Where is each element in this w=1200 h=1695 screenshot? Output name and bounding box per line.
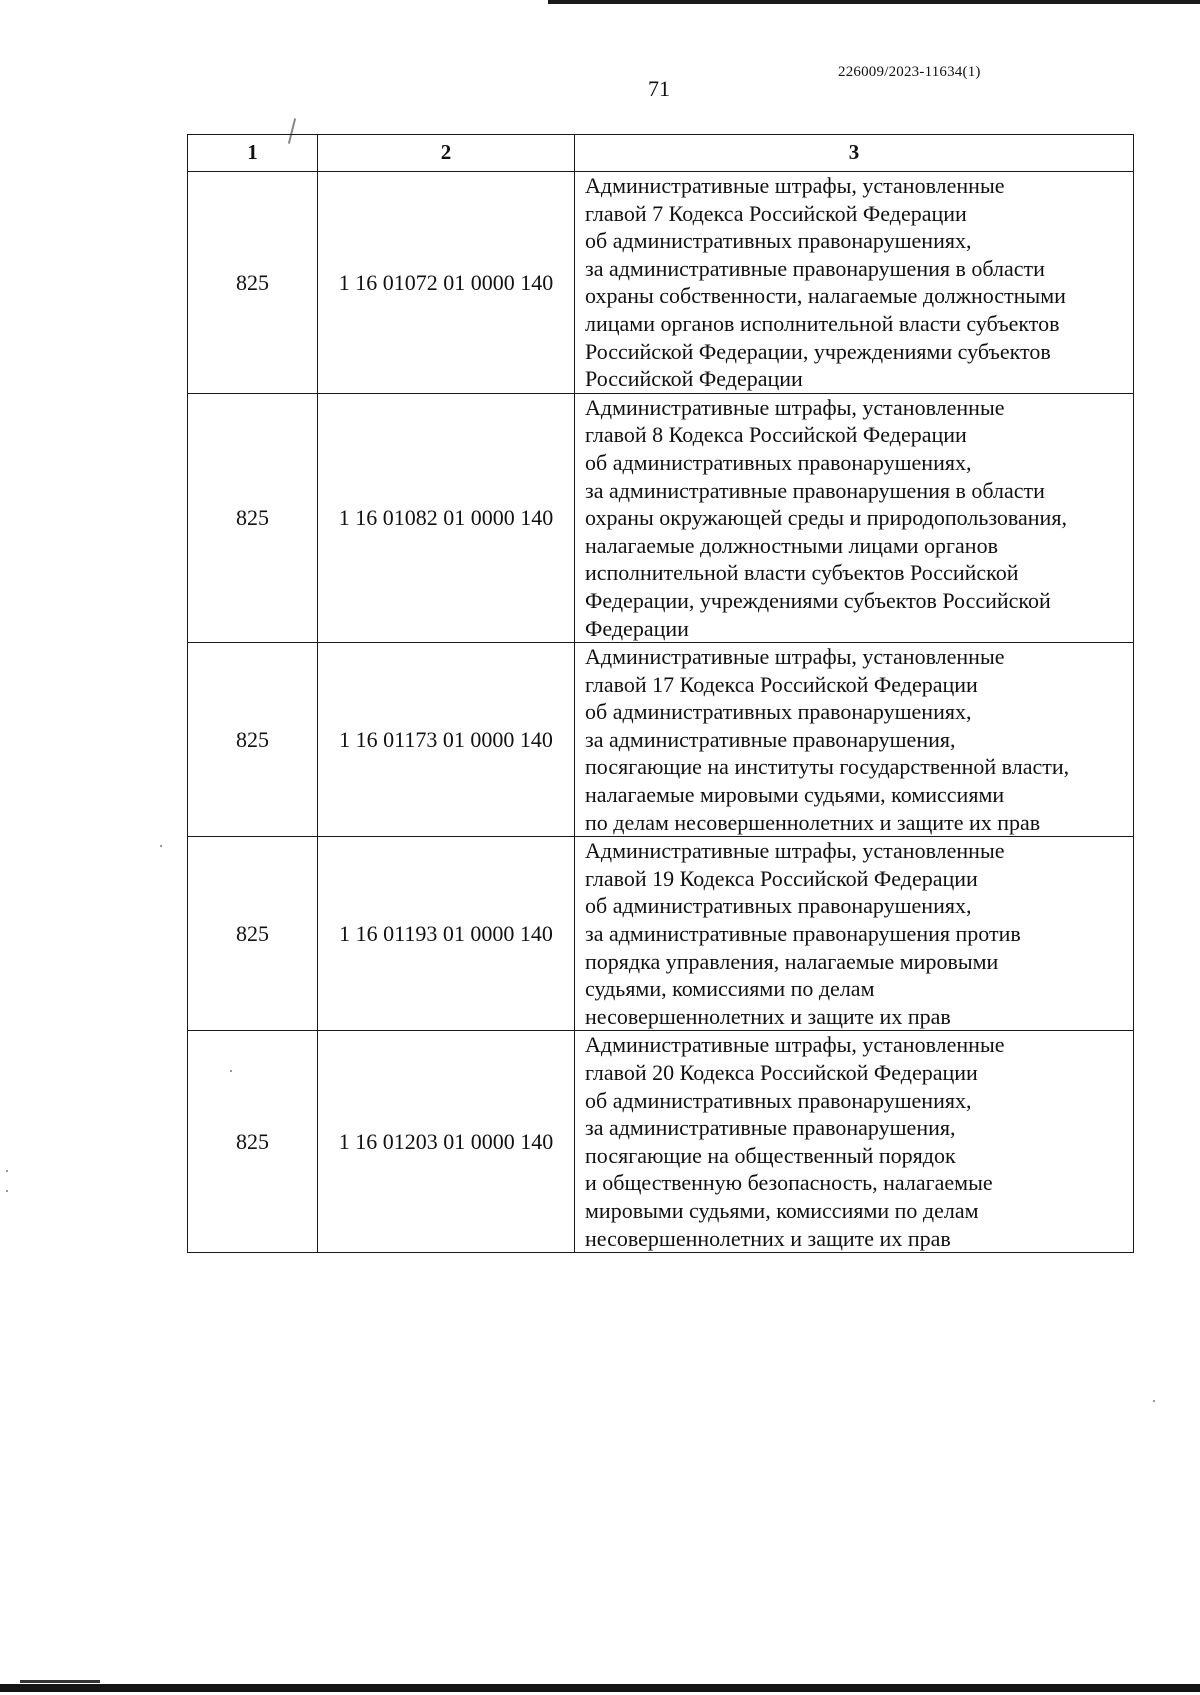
description-line: и общественную безопасность, налагаемые (585, 1170, 993, 1196)
table-row (188, 643, 1134, 837)
description-line: посягающие на институты государственной власти, (585, 754, 1070, 780)
description-line: Административные штрафы, установленные (585, 1032, 1005, 1058)
description-line: за административные правонарушения в области (585, 477, 1045, 503)
scan-edge-bottom (0, 1684, 1200, 1692)
description-line: охраны собственности, налагаемые должностными (585, 283, 1066, 309)
description-line: лицами органов исполнительной власти субъектов (585, 310, 1060, 336)
scan-speck (6, 1170, 8, 1172)
scan-speck (1153, 1400, 1155, 1402)
description-line: за административные правонарушения, (585, 1115, 956, 1141)
budget-code-cell: 1 16 01082 01 0000 140 (318, 393, 575, 642)
description-cell (575, 1031, 1134, 1253)
description-line: об административных правонарушениях, (585, 893, 972, 919)
admin-code-cell: 825 (188, 1031, 318, 1253)
description-line: об административных правонарушениях, (585, 228, 972, 254)
description-line: несовершеннолетних и защите их прав (585, 1225, 951, 1251)
description-line: за административные правонарушения, (585, 726, 956, 752)
document-id: 226009/2023-11634(1) (838, 64, 981, 80)
admin-code-cell: 825 (188, 837, 318, 1031)
description-line: главой 8 Кодекса Российской Федерации (585, 422, 967, 448)
description-line: Федерации (585, 615, 689, 641)
budget-code-cell: 1 16 01173 01 0000 140 (318, 643, 575, 837)
description-line: мировыми судьями, комиссиями по делам (585, 1197, 979, 1223)
page-number: 71 (648, 76, 670, 101)
scan-speck (230, 1070, 232, 1072)
description-line: Российской Федерации, учреждениями субъектов (585, 338, 1051, 364)
description-line: Административные штрафы, установленные (585, 838, 1005, 864)
description-line: порядка управления, налагаемые мировыми (585, 948, 999, 974)
scan-speck (6, 1190, 8, 1192)
admin-code-cell: 825 (188, 393, 318, 642)
budget-code-cell: 1 16 01203 01 0000 140 (318, 1031, 575, 1253)
description-line: Административные штрафы, установленные (585, 173, 1005, 198)
description-cell (575, 393, 1134, 642)
description-line: Российской Федерации (585, 366, 803, 392)
description-line: главой 7 Кодекса Российской Федерации (585, 200, 967, 226)
description-line: исполнительной власти субъектов Российской (585, 560, 1019, 586)
column-header-1: 1 (188, 135, 318, 172)
description-line: за административные правонарушения в области (585, 255, 1045, 281)
description-line: Административные штрафы, установленные (585, 644, 1005, 670)
table-row (188, 837, 1134, 1031)
budget-code-cell: 1 16 01193 01 0000 140 (318, 837, 575, 1031)
table-row (188, 393, 1134, 642)
column-header-3: 3 (575, 135, 1134, 172)
description-cell (575, 643, 1134, 837)
description-line: об административных правонарушениях, (585, 1087, 972, 1113)
description-line: главой 17 Кодекса Российской Федерации (585, 671, 978, 697)
description-line: налагаемые мировыми судьями, комиссиями (585, 782, 1005, 808)
description-line: за административные правонарушения против (585, 921, 1021, 947)
description-line: несовершеннолетних и защите их прав (585, 1003, 951, 1029)
scan-edge-bottom-mark (20, 1680, 100, 1683)
budget-code-cell: 1 16 01072 01 0000 140 (318, 172, 575, 394)
description-line: охраны окружающей среды и природопользования, (585, 505, 1067, 531)
scan-speck (160, 845, 162, 847)
admin-code-cell: 825 (188, 172, 318, 394)
description-line: по делам несовершеннолетних и защите их прав (585, 809, 1041, 835)
description-line: об административных правонарушениях, (585, 699, 972, 725)
description-line: судьями, комиссиями по делам (585, 976, 875, 1002)
description-line: посягающие на общественный порядок (585, 1142, 956, 1168)
scan-edge-top (548, 0, 1200, 4)
description-line: Административные штрафы, установленные (585, 394, 1005, 420)
admin-code-cell: 825 (188, 643, 318, 837)
description-line: главой 20 Кодекса Российской Федерации (585, 1060, 978, 1085)
table-row (188, 1031, 1134, 1253)
description-line: налагаемые должностными лицами органов (585, 532, 998, 558)
table-row (188, 172, 1134, 394)
column-header-2: 2 (318, 135, 575, 172)
description-cell (575, 172, 1134, 394)
description-line: главой 19 Кодекса Российской Федерации (585, 865, 978, 891)
table-header-row (188, 135, 1134, 172)
budget-codes-table (187, 134, 1134, 1253)
description-cell (575, 837, 1134, 1031)
description-line: Федерации, учреждениями субъектов Российской (585, 587, 1051, 613)
description-line: об административных правонарушениях, (585, 449, 972, 475)
